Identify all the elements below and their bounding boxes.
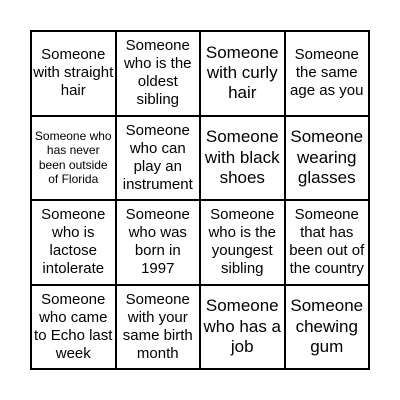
bingo-cell-r4c4[interactable]: Someone chewing gum [285, 285, 370, 370]
bingo-cell-r1c2[interactable]: Someone who is the oldest sibling [116, 31, 201, 116]
bingo-cell-r1c1[interactable]: Someone with straight hair [31, 31, 116, 116]
bingo-card [30, 30, 370, 370]
bingo-cell-r2c1[interactable]: Someone who has never been outside of Florida [31, 116, 116, 201]
bingo-cell-r2c3[interactable]: Someone with black shoes [200, 116, 285, 201]
bingo-cell-r4c3[interactable]: Someone who has a job [200, 285, 285, 370]
bingo-cell-r2c4[interactable]: Someone wearing glasses [285, 116, 370, 201]
bingo-cell-r3c2[interactable]: Someone who was born in 1997 [116, 200, 201, 285]
bingo-cell-r4c1[interactable]: Someone who came to Echo last week [31, 285, 116, 370]
bingo-cell-r1c3[interactable]: Someone with curly hair [200, 31, 285, 116]
bingo-cell-r3c3[interactable]: Someone who is the youngest sibling [200, 200, 285, 285]
bingo-cell-r3c4[interactable]: Someone that has been out of the country [285, 200, 370, 285]
bingo-cell-r4c2[interactable]: Someone with your same birth month [116, 285, 201, 370]
bingo-cell-r3c1[interactable]: Someone who is lactose intolerate [31, 200, 116, 285]
bingo-cell-r2c2[interactable]: Someone who can play an instrument [116, 116, 201, 201]
bingo-cell-r1c4[interactable]: Someone the same age as you [285, 31, 370, 116]
